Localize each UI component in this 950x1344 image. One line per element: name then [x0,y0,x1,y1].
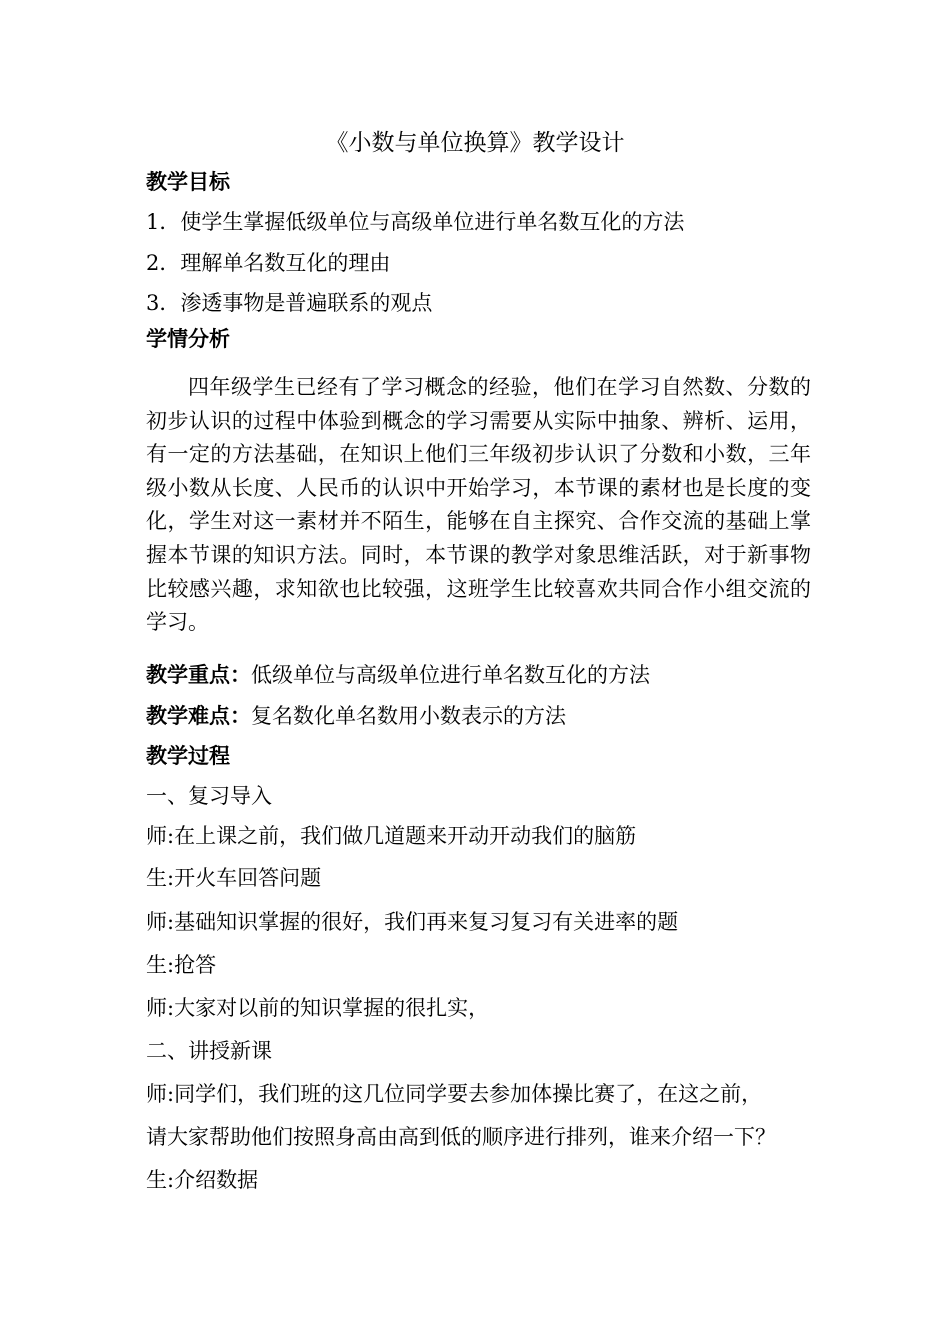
goal-item-2: 2．理解单名数互化的理由 [146,251,391,275]
analysis-heading: 学情分析 [146,327,230,351]
process-line-8: 师:同学们，我们班的这几位同学要去参加体操比赛了，在这之前， [146,1082,763,1106]
key-point-text: 低级单位与高级单位进行单名数互化的方法 [251,663,650,687]
goals-heading: 教学目标 [146,170,230,194]
process-line-1: 一、复习导入 [146,784,272,808]
key-point [146,661,811,689]
goal-item-1: 1．使学生掌握低级单位与高级单位进行单名数互化的方法 [146,210,685,234]
goal-item-3: 3．渗透事物是普遍联系的观点 [146,291,433,315]
document-title: 《小数与单位换算》教学设计 [325,130,625,156]
difficulty-point [146,702,811,730]
key-point-label: 教学重点： [146,663,251,687]
process-line-2: 师:在上课之前，我们做几道题来开动开动我们的脑筋 [146,824,637,848]
process-line-4: 师:基础知识掌握的很好，我们再来复习复习有关进率的题 [146,910,679,934]
process-line-9: 请大家帮助他们按照身高由高到低的顺序进行排列，谁来介绍一下？ [146,1125,776,1149]
process-line-3: 生:开火车回答问题 [146,866,322,890]
process-heading: 教学过程 [146,744,230,768]
difficulty-text: 复名数化单名数用小数表示的方法 [251,704,566,728]
process-line-6: 师:大家对以前的知识掌握的很扎实， [146,996,490,1020]
process-line-5: 生:抢答 [146,953,217,977]
process-line-10: 生:介绍数据 [146,1168,259,1192]
process-line-7: 二、讲授新课 [146,1039,272,1063]
analysis-paragraph: 四年级学生已经有了学习概念的经验，他们在学习自然数、分数的初步认识的过程中体验到概念的学习需要从实际中抽象、辨析、运用，有一定的方法基础，在知识上他们三年级初步认识了分数和小数，三年级小数从长度、人民币的认识中开始学习，本节课的素材也是长度的变化，学生对这一素材并不陌生，能够在自主探究、合作交流的基础上掌握本节课的知识方法。同时，本节课的教学对象思维活跃，对于新事物比较感兴趣，求知欲也比较强，这班学生比较喜欢共同合作小组交流的学习。 [146,375,811,635]
difficulty-label: 教学难点： [146,704,251,728]
